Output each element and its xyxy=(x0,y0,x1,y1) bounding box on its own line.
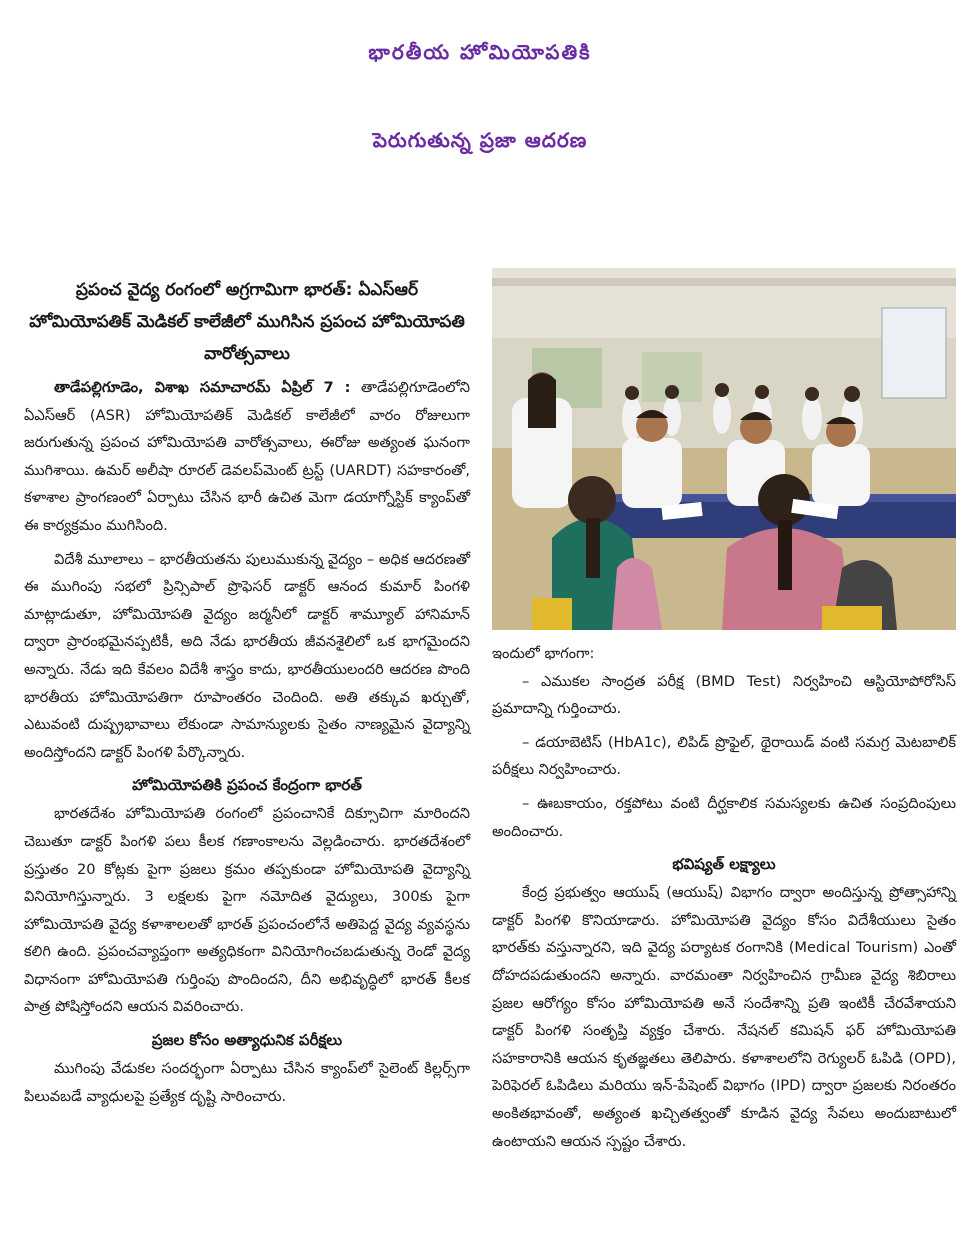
bullet-item-1: – ఎముకల సాంద్రత పరీక్ష (BMD Test) నిర్వహించి ఆస్టియోపోరోసిస్ ప్రమాదాన్ని గుర్తించారు. xyxy=(492,672,956,718)
paragraph-2: విదేశీ మూలాలు – భారతీయతను పులుముకున్న వైద్యం – అధిక ఆదరణతో ఈ ముగింపు సభలో ప్రిన్సిపాల్ ప్రొఫెసర్ డాక్టర్ ఆనంద కుమార్ పింగళి మాట్లాడుతూ, హోమియోపతి వైద్యం జర్మనీలో డాక్టర్ శామ్యూల్ హానిమాన్ ద్వారా ప్రారంభమైనప్పటికీ, అది నేడు భారతీయ జీవనశైలిలో ఒక భాగమైందని అన్నారు. నేడు ఇది కేవలం విదేశీ శాస్త్రం కాదు, భారతీయులందరి ఆదరణ పొంది భారతీయ హోమియోపతిగా రూపాంతరం చెందింది. అతి తక్కువ ఖర్చుతో, ఎటువంటి దుష్ప్రభావాలు లేకుండా సామాన్యులకు సైతం నాణ్యమైన వైద్యాన్ని అందిస్తోందని డాక్టర్ పింగళి పేర్కొన్నారు. xyxy=(24,550,470,761)
headline-line-1: భారతీయ హోమియోపతికి xyxy=(368,40,592,64)
section-heading-2: ప్రజల కోసం అత్యాధునిక పరీక్షలు xyxy=(151,1031,343,1050)
paragraph-1-text: తాడేపల్లిగూడెంలోని ఏఎస్ఆర్ (ASR) హోమియోపతిక్ మెడికల్ కాలేజీలో వారం రోజులుగా జరుగుతున్న ప్రపంచ హోమియోపతి వారోత్సవాలు, ఈరోజు అత్యంత ఘనంగా ముగిశాయి. ఉమర్ అలీషా రూరల్ డెవలప్‌మెంట్ ట్రస్ట్ (UARDT) సహకారంతో, కళాశాల ప్రాంగణంలో ఏర్పాటు చేసిన భారీ ఉచిత మెగా డయాగ్నోస్టిక్ క్యాంప్‌తో ఈ కార్యక్రమం ముగిసింది. xyxy=(24,379,471,534)
right-column xyxy=(492,268,956,1161)
paragraph-5: కేంద్ర ప్రభుత్వం ఆయుష్ (ఆయుష్) విభాగం ద్వారా అందిస్తున్న ప్రోత్సాహాన్ని డాక్టర్ పింగళి కొనియాడారు. హోమియోపతి వైద్యం కోసం విదేశీయులు సైతం భారత్‌కు వస్తున్నారని, ఇది వైద్య పర్యాటక రంగానికి (Medical Tourism) ఎంతో దోహదపడుతుందని అన్నారు. వారమంతా నిర్వహించిన గ్రామీణ వైద్య శిబిరాలు ప్రజల ఆరోగ్యం కోసం హోమియోపతి అనే సందేశాన్ని ప్రతి ఇంటికీ చేరవేశాయని డాక్టర్ పింగళి సంతృప్తి వ్యక్తం చేశారు. నేషనల్ కమిషన్ ఫర్ హోమియోపతి సహకారానికి ఆయన కృతజ్ఞతలు తెలిపారు. కళాశాలలోని రెగ్యులర్ ఓపిడి (OPD), పెరిఫెరల్ ఓపిడిలు మరియు ఇన్-పేషెంట్ విభాగం (IPD) ద్వారా ప్రజలకు నిరంతరం అంకితభావంతో, అత్యంత ఖచ్చితత్వంతో కూడిన వైద్య సేవలు అందుబాటులో ఉంటాయని ఆయన స్పష్టం చేశారు. xyxy=(492,884,956,1150)
intro-line: ఇందులో భాగంగా: xyxy=(492,645,595,662)
section-heading-1: హోమియోపతికి ప్రపంచ కేంద్రంగా భారత్ xyxy=(132,776,362,795)
camp-photo xyxy=(492,268,956,630)
paragraph-4: ముగింపు వేడుకల సందర్భంగా ఏర్పాటు చేసిన క్యాంప్‌లో సైలెంట్ కిల్లర్స్‌గా పిలువబడే వ్యాధులపై ప్రత్యేక దృష్టి సారించారు. xyxy=(24,1060,470,1105)
dateline: తాడేపల్లిగూడెం, విశాఖ సమాచారమ్ ఏప్రిల్ 7 : xyxy=(54,379,351,396)
left-column xyxy=(24,274,470,1116)
paragraph-1 xyxy=(24,374,470,540)
bullet-item-2: – డయాబెటిస్ (HbA1c), లిపిడ్ ప్రొఫైల్, థైరాయిడ్ వంటి సమగ్ర మెటబాలిక్ పరీక్షలు నిర్వహించారు. xyxy=(492,733,956,779)
sub-headline: ప్రపంచ వైద్య రంగంలో అగ్రగామిగా భారత్: ఏఎస్ఆర్ హోమియోపతిక్ మెడికల్ కాలేజీలో ముగిసిన ప్రపంచ హోమియోపతి వారోత్సవాలు xyxy=(29,280,465,364)
section-heading-3: భవిష్యత్ లక్ష్యాలు xyxy=(672,855,776,874)
paragraph-3: భారతదేశం హోమియోపతి రంగంలో ప్రపంచానికే దిక్సూచిగా మారిందని చెబుతూ డాక్టర్ పింగళి పలు కీలక గణాంకాలను వెల్లడించారు. భారతదేశంలో ప్రస్తుతం 20 కోట్లకు పైగా ప్రజలు క్రమం తప్పకుండా హోమియోపతి వైద్యాన్ని వినియోగిస్తున్నారు. 3 లక్షలకు పైగా నమోదిత వైద్యులు, 300కు పైగా హోమియోపతి వైద్య కళాశాలలతో భారత్ ప్రపంచంలోనే అతిపెద్ద వైద్య వ్యవస్థను కలిగి ఉంది. ప్రపంచవ్యాప్తంగా అత్యధికంగా వినియోగించబడుతున్న రెండో వైద్య విధానంగా హోమియోపతి గుర్తింపు పొందిందని, దీని అభివృద్ధిలో భారత్ కీలక పాత్ర పోషిస్తోందని ఆయన వివరించారు. xyxy=(24,805,470,1016)
headline-line-2: పెరుగుతున్న ప్రజా ఆదరణ xyxy=(372,128,588,152)
camp-photo-illustration xyxy=(492,268,956,630)
bullet-item-3: – ఊబకాయం, రక్తపోటు వంటి దీర్ఘకాలిక సమస్యలకు ఉచిత సంప్రదింపులు అందించారు. xyxy=(492,794,956,840)
